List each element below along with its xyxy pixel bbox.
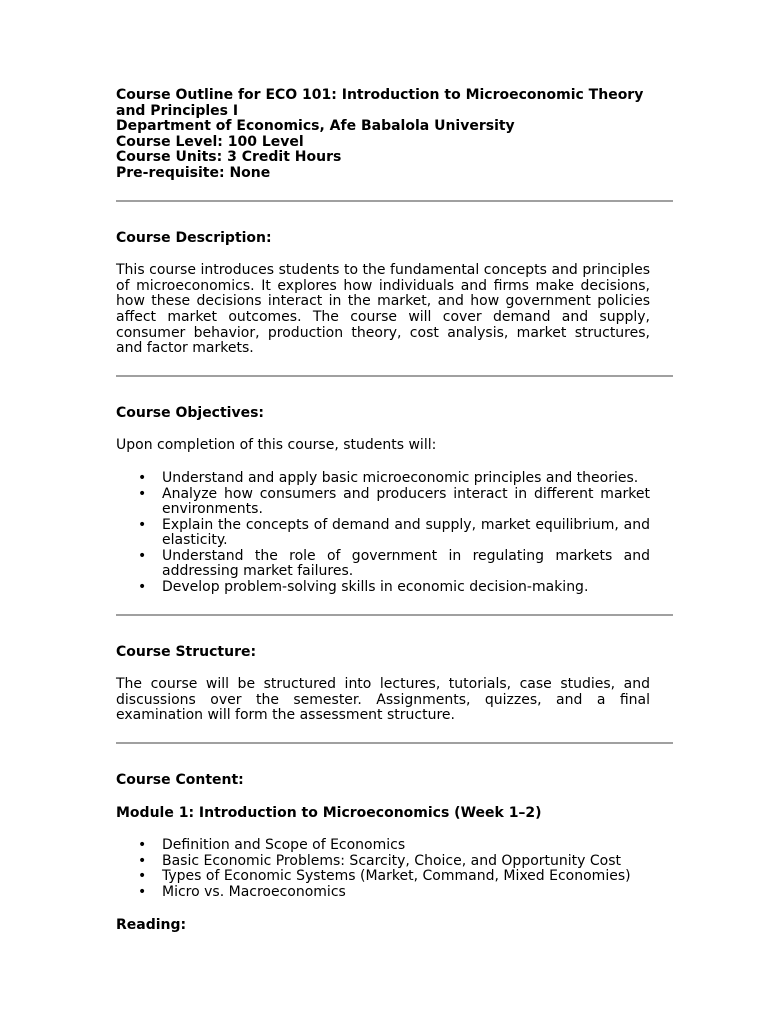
list-item: • Micro vs. Macroeconomics [162, 885, 650, 901]
course-description-text: This course introduces students to the fundamental concepts and principles of microeconomics. It explores how individuals and firms make decisions, how these decisions interact in the market, and how government policies affect market outcomes. The course will cover demand and supply, consumer behavior, production theory, cost analysis, market structures, and factor markets. [116, 262, 650, 357]
course-header [116, 88, 650, 182]
course-structure-section [116, 645, 650, 724]
section-divider [116, 200, 673, 202]
course-description-section [116, 231, 650, 357]
section-divider [116, 375, 673, 377]
course-level: Course Level: 100 Level [116, 133, 304, 150]
list-item: • Develop problem-solving skills in economic decision-making. [162, 580, 650, 596]
list-item: • Analyze how consumers and producers interact in different market environments. [162, 487, 650, 518]
course-content-heading: Course Content: [116, 772, 244, 789]
course-structure-heading: Course Structure: [116, 643, 257, 660]
section-divider [116, 742, 673, 744]
reading-label: Reading: [116, 916, 187, 933]
module-1-title: Module 1: Introduction to Microeconomics (Week 1–2) [116, 804, 542, 821]
course-objectives-section [116, 406, 650, 596]
list-item: • Understand the role of government in regulating markets and addressing market failures. [162, 549, 650, 580]
section-divider [116, 614, 673, 616]
course-department: Department of Economics, Afe Babalola University [116, 118, 515, 135]
document-content [116, 88, 650, 933]
list-item: • Understand and apply basic microeconomic principles and theories. [162, 471, 650, 487]
course-prerequisite: Pre-requisite: None [116, 164, 271, 181]
course-objectives-heading: Course Objectives: [116, 404, 265, 421]
list-item: • Explain the concepts of demand and supply, market equilibrium, and elasticity. [162, 518, 650, 549]
list-item: • Types of Economic Systems (Market, Command, Mixed Economies) [162, 869, 650, 885]
course-structure-text: The course will be structured into lectures, tutorials, case studies, and discussions over the semester. Assignments, quizzes, and a final examination will form the assessment structure. [116, 676, 650, 724]
module-1-topics [116, 838, 650, 900]
list-item: • Definition and Scope of Economics [162, 838, 650, 854]
objectives-list [116, 471, 650, 596]
course-description-heading: Course Description: [116, 229, 272, 246]
course-content-section [116, 773, 650, 933]
course-objectives-intro: Upon completion of this course, students will: [116, 437, 437, 454]
course-units: Course Units: 3 Credit Hours [116, 149, 342, 166]
list-item: • Basic Economic Problems: Scarcity, Choice, and Opportunity Cost [162, 854, 650, 870]
course-title: Course Outline for ECO 101: Introduction to Microeconomic Theory and Principles I [116, 87, 644, 119]
